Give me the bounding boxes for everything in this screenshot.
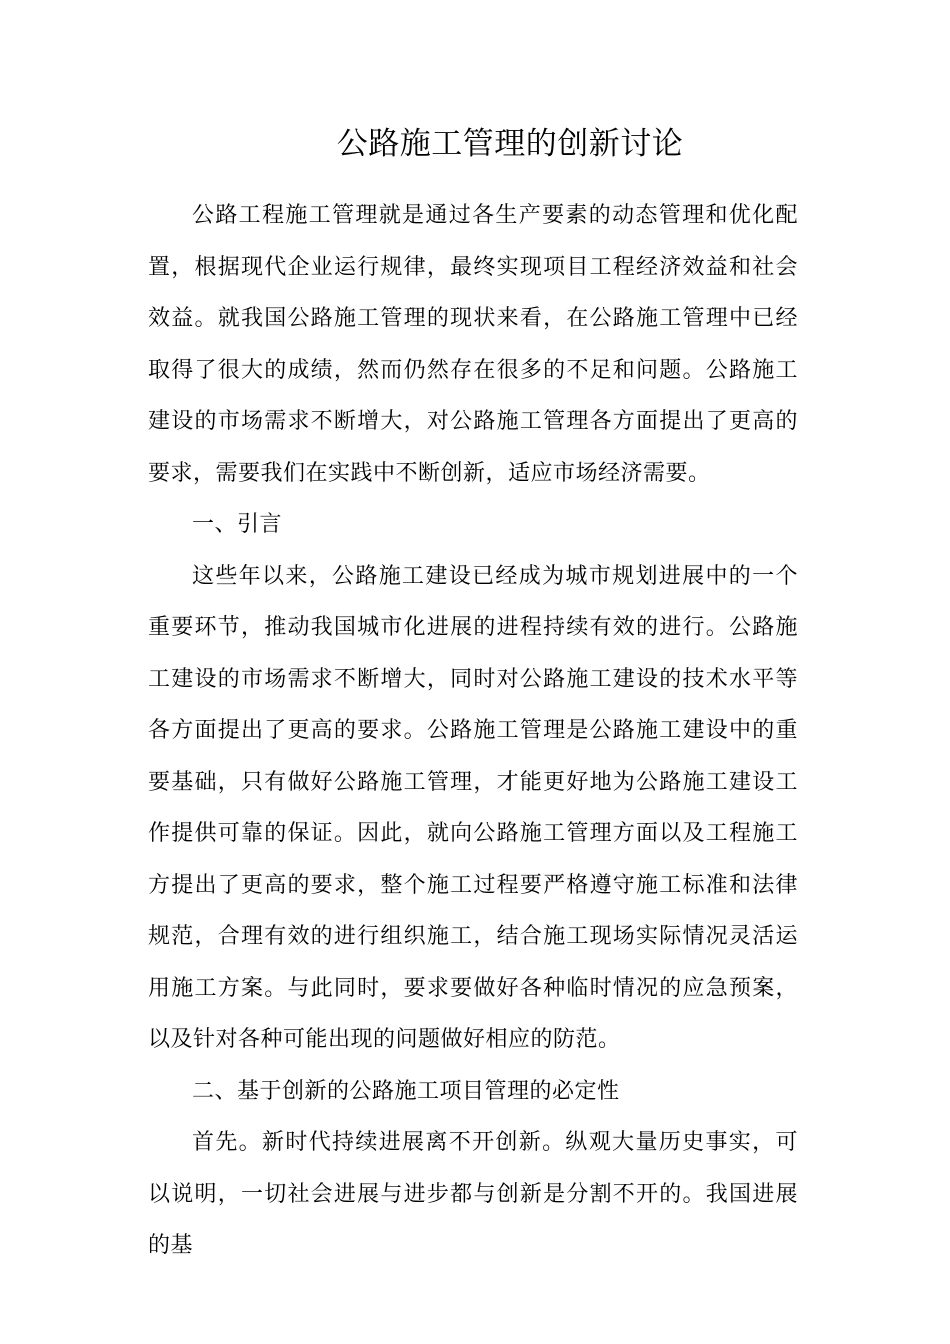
paragraph-introduction: 这些年以来，公路施工建设已经成为城市规划进展中的一个重要环节，推动我国城市化进展的进程持续有效的进行。公路施工建设的市场需求不断增大，同时对公路施工建设的技术水平等各方面提出了更高的要求。公路施工管理是公路施工建设中的重要基础，只有做好公路施工管理，才能更好地为公路施工建设工作提供可靠的保证。因此，就向公路施工管理方面以及工程施工方提出了更高的要求，整个施工过程要严格遵守施工标准和法律规范，合理有效的进行组织施工，结合施工现场实际情况灵活运用施工方案。与此同时，要求要做好各种临时情况的应急预案，以及针对各种可能出现的问题做好相应的防范。 <box>148 563 798 1052</box>
paragraph-intro: 公路工程施工管理就是通过各生产要素的动态管理和优化配置，根据现代企业运行规律，最终实现项目工程经济效益和社会效益。就我国公路施工管理的现状来看，在公路施工管理中已经取得了很大的成绩，然而仍然存在很多的不足和问题。公路施工建设的市场需求不断增大，对公路施工管理各方面提出了更高的要求，需要我们在实践中不断创新，适应市场经济需要。 <box>148 203 798 486</box>
section-heading-necessity: 二、基于创新的公路施工项目管理的必定性 <box>192 1078 620 1104</box>
section-heading-introduction: 一、引言 <box>192 512 283 537</box>
paragraph-necessity: 首先。新时代持续进展离不开创新。纵观大量历史事实，可以说明，一切社会进展与进步都与创新是分割不开的。我国进展的基 <box>148 1130 798 1258</box>
document-title: 公路施工管理的创新讨论 <box>336 126 684 162</box>
document-body <box>148 190 798 1272</box>
